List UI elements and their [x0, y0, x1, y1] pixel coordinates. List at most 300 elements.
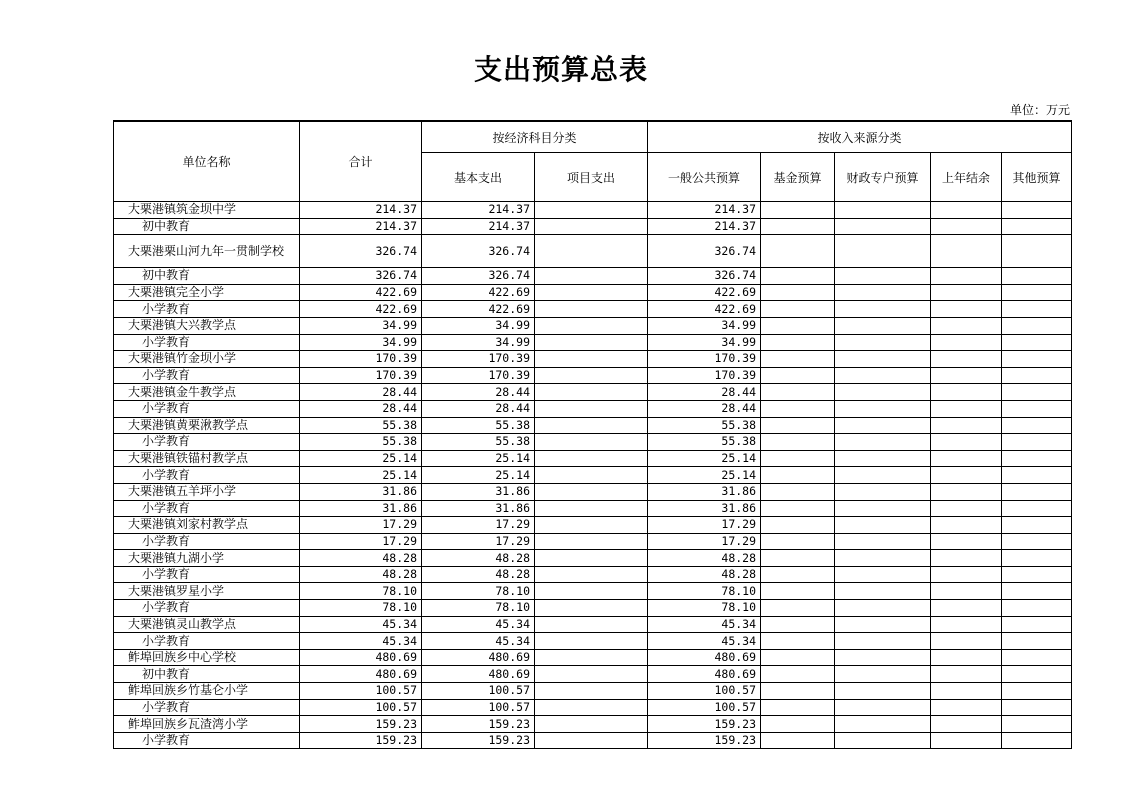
other-cell: [1002, 649, 1072, 666]
total-cell: 31.86: [300, 483, 422, 500]
project-cell: [535, 434, 648, 451]
fiscal-special-cell: [835, 732, 931, 749]
other-cell: [1002, 683, 1072, 700]
total-cell: 17.29: [300, 533, 422, 550]
fund-cell: [761, 716, 835, 733]
other-cell: [1002, 517, 1072, 534]
general-public-cell: 78.10: [648, 600, 761, 617]
fiscal-special-cell: [835, 550, 931, 567]
other-cell: [1002, 450, 1072, 467]
project-cell: [535, 351, 648, 368]
total-cell: 34.99: [300, 317, 422, 334]
table-row: [114, 517, 1072, 534]
fund-cell: [761, 450, 835, 467]
unit-name-cell: 小学教育: [114, 566, 300, 583]
carryover-cell: [931, 301, 1002, 318]
basic-cell: 34.99: [422, 317, 535, 334]
unit-name-cell: 小学教育: [114, 301, 300, 318]
fiscal-special-cell: [835, 666, 931, 683]
carryover-cell: [931, 600, 1002, 617]
fiscal-special-cell: [835, 716, 931, 733]
other-cell: [1002, 334, 1072, 351]
fiscal-special-cell: [835, 218, 931, 235]
unit-name-cell: 大栗港镇铁锚村教学点: [114, 450, 300, 467]
basic-cell: 28.44: [422, 384, 535, 401]
other-cell: [1002, 235, 1072, 268]
total-cell: 480.69: [300, 666, 422, 683]
total-cell: 25.14: [300, 467, 422, 484]
total-cell: 480.69: [300, 649, 422, 666]
general-public-cell: 170.39: [648, 367, 761, 384]
total-cell: 214.37: [300, 218, 422, 235]
unit-name-cell: 大栗港栗山河九年一贯制学校: [114, 235, 300, 268]
header-fiscal-special: 财政专户预算: [835, 153, 931, 202]
fiscal-special-cell: [835, 633, 931, 650]
header-general-public: 一般公共预算: [648, 153, 761, 202]
carryover-cell: [931, 583, 1002, 600]
fiscal-special-cell: [835, 699, 931, 716]
carryover-cell: [931, 235, 1002, 268]
fund-cell: [761, 367, 835, 384]
total-cell: 45.34: [300, 633, 422, 650]
total-cell: 48.28: [300, 550, 422, 567]
basic-cell: 214.37: [422, 202, 535, 219]
other-cell: [1002, 400, 1072, 417]
unit-name-cell: 鲊埠回族乡中心学校: [114, 649, 300, 666]
table-row: [114, 202, 1072, 219]
fund-cell: [761, 384, 835, 401]
project-cell: [535, 683, 648, 700]
unit-name-cell: 大栗港镇金牛教学点: [114, 384, 300, 401]
total-cell: 25.14: [300, 450, 422, 467]
unit-label: 单位：万元: [1009, 103, 1070, 117]
fiscal-special-cell: [835, 583, 931, 600]
fiscal-special-cell: [835, 235, 931, 268]
general-public-cell: 214.37: [648, 218, 761, 235]
fund-cell: [761, 202, 835, 219]
table-row: [114, 583, 1072, 600]
table-row: [114, 450, 1072, 467]
general-public-cell: 17.29: [648, 517, 761, 534]
project-cell: [535, 400, 648, 417]
basic-cell: 31.86: [422, 483, 535, 500]
fund-cell: [761, 583, 835, 600]
fiscal-special-cell: [835, 351, 931, 368]
basic-cell: 78.10: [422, 583, 535, 600]
basic-cell: 422.69: [422, 284, 535, 301]
other-cell: [1002, 268, 1072, 285]
fund-cell: [761, 235, 835, 268]
project-cell: [535, 384, 648, 401]
carryover-cell: [931, 550, 1002, 567]
other-cell: [1002, 351, 1072, 368]
basic-cell: 100.57: [422, 699, 535, 716]
carryover-cell: [931, 434, 1002, 451]
project-cell: [535, 699, 648, 716]
project-cell: [535, 334, 648, 351]
unit-name-cell: 小学教育: [114, 467, 300, 484]
total-cell: 214.37: [300, 202, 422, 219]
unit-name-cell: 大栗港镇九湖小学: [114, 550, 300, 567]
fiscal-special-cell: [835, 367, 931, 384]
other-cell: [1002, 384, 1072, 401]
project-cell: [535, 616, 648, 633]
general-public-cell: 55.38: [648, 417, 761, 434]
table-row: [114, 566, 1072, 583]
carryover-cell: [931, 649, 1002, 666]
general-public-cell: 100.57: [648, 683, 761, 700]
header-unit-name: 单位名称: [114, 121, 300, 202]
carryover-cell: [931, 566, 1002, 583]
total-cell: 100.57: [300, 683, 422, 700]
unit-name-cell: 小学教育: [114, 533, 300, 550]
unit-name-cell: 小学教育: [114, 600, 300, 617]
other-cell: [1002, 600, 1072, 617]
table-row: [114, 683, 1072, 700]
basic-cell: 170.39: [422, 351, 535, 368]
fiscal-special-cell: [835, 202, 931, 219]
fiscal-special-cell: [835, 467, 931, 484]
carryover-cell: [931, 400, 1002, 417]
fiscal-special-cell: [835, 649, 931, 666]
unit-name-cell: 大栗港镇黄栗湫教学点: [114, 417, 300, 434]
carryover-cell: [931, 732, 1002, 749]
header-total: 合计: [300, 121, 422, 202]
fund-cell: [761, 616, 835, 633]
carryover-cell: [931, 483, 1002, 500]
other-cell: [1002, 550, 1072, 567]
unit-name-cell: 初中教育: [114, 218, 300, 235]
total-cell: 170.39: [300, 367, 422, 384]
total-cell: 45.34: [300, 616, 422, 633]
table-row: [114, 633, 1072, 650]
table-row: [114, 616, 1072, 633]
basic-cell: 17.29: [422, 517, 535, 534]
table-row: [114, 550, 1072, 567]
general-public-cell: 17.29: [648, 533, 761, 550]
general-public-cell: 55.38: [648, 434, 761, 451]
fund-cell: [761, 467, 835, 484]
other-cell: [1002, 616, 1072, 633]
fiscal-special-cell: [835, 517, 931, 534]
total-cell: 326.74: [300, 268, 422, 285]
basic-cell: 100.57: [422, 683, 535, 700]
table-row: [114, 716, 1072, 733]
basic-cell: 28.44: [422, 400, 535, 417]
fund-cell: [761, 699, 835, 716]
project-cell: [535, 716, 648, 733]
total-cell: 48.28: [300, 566, 422, 583]
table-row: [114, 235, 1072, 268]
unit-name-cell: 小学教育: [114, 367, 300, 384]
project-cell: [535, 450, 648, 467]
fiscal-special-cell: [835, 284, 931, 301]
project-cell: [535, 218, 648, 235]
unit-name-cell: 初中教育: [114, 666, 300, 683]
general-public-cell: 34.99: [648, 317, 761, 334]
basic-cell: 422.69: [422, 301, 535, 318]
general-public-cell: 422.69: [648, 284, 761, 301]
carryover-cell: [931, 317, 1002, 334]
other-cell: [1002, 633, 1072, 650]
table-row: [114, 500, 1072, 517]
basic-cell: 31.86: [422, 500, 535, 517]
total-cell: 422.69: [300, 301, 422, 318]
general-public-cell: 25.14: [648, 467, 761, 484]
unit-name-cell: 大栗港镇罗星小学: [114, 583, 300, 600]
table-row: [114, 434, 1072, 451]
unit-name-cell: 小学教育: [114, 334, 300, 351]
fund-cell: [761, 533, 835, 550]
basic-cell: 25.14: [422, 450, 535, 467]
project-cell: [535, 367, 648, 384]
general-public-cell: 28.44: [648, 400, 761, 417]
general-public-cell: 480.69: [648, 649, 761, 666]
other-cell: [1002, 716, 1072, 733]
fund-cell: [761, 317, 835, 334]
table-header: [114, 121, 1072, 202]
carryover-cell: [931, 367, 1002, 384]
other-cell: [1002, 218, 1072, 235]
other-cell: [1002, 483, 1072, 500]
basic-cell: 78.10: [422, 600, 535, 617]
unit-name-cell: 小学教育: [114, 400, 300, 417]
unit-name-cell: 小学教育: [114, 732, 300, 749]
table-row: [114, 666, 1072, 683]
carryover-cell: [931, 268, 1002, 285]
basic-cell: 326.74: [422, 268, 535, 285]
project-cell: [535, 317, 648, 334]
fund-cell: [761, 683, 835, 700]
total-cell: 78.10: [300, 583, 422, 600]
fiscal-special-cell: [835, 301, 931, 318]
header-project: 项目支出: [535, 153, 648, 202]
project-cell: [535, 600, 648, 617]
general-public-cell: 45.34: [648, 633, 761, 650]
fiscal-special-cell: [835, 616, 931, 633]
basic-cell: 480.69: [422, 649, 535, 666]
unit-name-cell: 大栗港镇筑金坝中学: [114, 202, 300, 219]
table-row: [114, 284, 1072, 301]
general-public-cell: 31.86: [648, 483, 761, 500]
fund-cell: [761, 600, 835, 617]
table-row: [114, 268, 1072, 285]
fiscal-special-cell: [835, 417, 931, 434]
basic-cell: 214.37: [422, 218, 535, 235]
total-cell: 159.23: [300, 716, 422, 733]
project-cell: [535, 467, 648, 484]
fund-cell: [761, 666, 835, 683]
unit-name-cell: 小学教育: [114, 699, 300, 716]
total-cell: 326.74: [300, 235, 422, 268]
table-row: [114, 400, 1072, 417]
table-row: [114, 467, 1072, 484]
project-cell: [535, 633, 648, 650]
total-cell: 28.44: [300, 400, 422, 417]
project-cell: [535, 301, 648, 318]
fiscal-special-cell: [835, 384, 931, 401]
total-cell: 28.44: [300, 384, 422, 401]
fiscal-special-cell: [835, 317, 931, 334]
other-cell: [1002, 367, 1072, 384]
general-public-cell: 159.23: [648, 732, 761, 749]
fiscal-special-cell: [835, 334, 931, 351]
carryover-cell: [931, 384, 1002, 401]
fund-cell: [761, 417, 835, 434]
basic-cell: 45.34: [422, 633, 535, 650]
general-public-cell: 100.57: [648, 699, 761, 716]
general-public-cell: 48.28: [648, 566, 761, 583]
general-public-cell: 48.28: [648, 550, 761, 567]
table-row: [114, 600, 1072, 617]
total-cell: 31.86: [300, 500, 422, 517]
unit-name-cell: 大栗港镇五羊坪小学: [114, 483, 300, 500]
fiscal-special-cell: [835, 566, 931, 583]
basic-cell: 55.38: [422, 434, 535, 451]
general-public-cell: 170.39: [648, 351, 761, 368]
fiscal-special-cell: [835, 434, 931, 451]
other-cell: [1002, 301, 1072, 318]
total-cell: 17.29: [300, 517, 422, 534]
other-cell: [1002, 202, 1072, 219]
basic-cell: 48.28: [422, 566, 535, 583]
table-row: [114, 732, 1072, 749]
fund-cell: [761, 517, 835, 534]
total-cell: 78.10: [300, 600, 422, 617]
budget-table: [113, 120, 1072, 749]
project-cell: [535, 202, 648, 219]
project-cell: [535, 500, 648, 517]
total-cell: 159.23: [300, 732, 422, 749]
other-cell: [1002, 699, 1072, 716]
unit-name-cell: 大栗港镇完全小学: [114, 284, 300, 301]
carryover-cell: [931, 533, 1002, 550]
general-public-cell: 480.69: [648, 666, 761, 683]
project-cell: [535, 566, 648, 583]
fiscal-special-cell: [835, 683, 931, 700]
general-public-cell: 25.14: [648, 450, 761, 467]
fiscal-special-cell: [835, 483, 931, 500]
table-row: [114, 317, 1072, 334]
fund-cell: [761, 649, 835, 666]
unit-name-cell: 小学教育: [114, 633, 300, 650]
carryover-cell: [931, 616, 1002, 633]
general-public-cell: 326.74: [648, 268, 761, 285]
carryover-cell: [931, 699, 1002, 716]
carryover-cell: [931, 500, 1002, 517]
fund-cell: [761, 732, 835, 749]
unit-name-cell: 大栗港镇灵山教学点: [114, 616, 300, 633]
fiscal-special-cell: [835, 268, 931, 285]
general-public-cell: 28.44: [648, 384, 761, 401]
project-cell: [535, 268, 648, 285]
fiscal-special-cell: [835, 600, 931, 617]
unit-name-cell: 大栗港镇大兴教学点: [114, 317, 300, 334]
fund-cell: [761, 284, 835, 301]
header-basic: 基本支出: [422, 153, 535, 202]
basic-cell: 55.38: [422, 417, 535, 434]
carryover-cell: [931, 450, 1002, 467]
table-row: [114, 384, 1072, 401]
fund-cell: [761, 633, 835, 650]
general-public-cell: 45.34: [648, 616, 761, 633]
other-cell: [1002, 732, 1072, 749]
basic-cell: 45.34: [422, 616, 535, 633]
fund-cell: [761, 218, 835, 235]
project-cell: [535, 284, 648, 301]
unit-name-cell: 初中教育: [114, 268, 300, 285]
table-row: [114, 218, 1072, 235]
fund-cell: [761, 550, 835, 567]
project-cell: [535, 517, 648, 534]
project-cell: [535, 483, 648, 500]
carryover-cell: [931, 683, 1002, 700]
unit-name-cell: 小学教育: [114, 500, 300, 517]
carryover-cell: [931, 666, 1002, 683]
unit-name-cell: 小学教育: [114, 434, 300, 451]
basic-cell: 34.99: [422, 334, 535, 351]
basic-cell: 326.74: [422, 235, 535, 268]
basic-cell: 48.28: [422, 550, 535, 567]
header-carryover: 上年结余: [931, 153, 1002, 202]
other-cell: [1002, 566, 1072, 583]
table-row: [114, 699, 1072, 716]
basic-cell: 25.14: [422, 467, 535, 484]
project-cell: [535, 533, 648, 550]
total-cell: 170.39: [300, 351, 422, 368]
fiscal-special-cell: [835, 450, 931, 467]
project-cell: [535, 550, 648, 567]
unit-name-cell: 大栗港镇竹金坝小学: [114, 351, 300, 368]
basic-cell: 17.29: [422, 533, 535, 550]
carryover-cell: [931, 633, 1002, 650]
unit-name-cell: 大栗港镇刘家村教学点: [114, 517, 300, 534]
carryover-cell: [931, 467, 1002, 484]
fund-cell: [761, 351, 835, 368]
carryover-cell: [931, 218, 1002, 235]
header-by-economic: 按经济科目分类: [422, 121, 648, 153]
general-public-cell: 159.23: [648, 716, 761, 733]
general-public-cell: 31.86: [648, 500, 761, 517]
carryover-cell: [931, 417, 1002, 434]
carryover-cell: [931, 284, 1002, 301]
fiscal-special-cell: [835, 400, 931, 417]
total-cell: 34.99: [300, 334, 422, 351]
fiscal-special-cell: [835, 533, 931, 550]
other-cell: [1002, 583, 1072, 600]
other-cell: [1002, 284, 1072, 301]
table-row: [114, 417, 1072, 434]
project-cell: [535, 417, 648, 434]
other-cell: [1002, 666, 1072, 683]
general-public-cell: 78.10: [648, 583, 761, 600]
unit-name-cell: 鲊埠回族乡竹基仑小学: [114, 683, 300, 700]
total-cell: 100.57: [300, 699, 422, 716]
table-row: [114, 334, 1072, 351]
header-other: 其他预算: [1002, 153, 1072, 202]
table-row: [114, 649, 1072, 666]
general-public-cell: 326.74: [648, 235, 761, 268]
table-row: [114, 483, 1072, 500]
general-public-cell: 34.99: [648, 334, 761, 351]
fund-cell: [761, 483, 835, 500]
basic-cell: 170.39: [422, 367, 535, 384]
carryover-cell: [931, 517, 1002, 534]
project-cell: [535, 235, 648, 268]
fund-cell: [761, 334, 835, 351]
table-row: [114, 533, 1072, 550]
fund-cell: [761, 566, 835, 583]
